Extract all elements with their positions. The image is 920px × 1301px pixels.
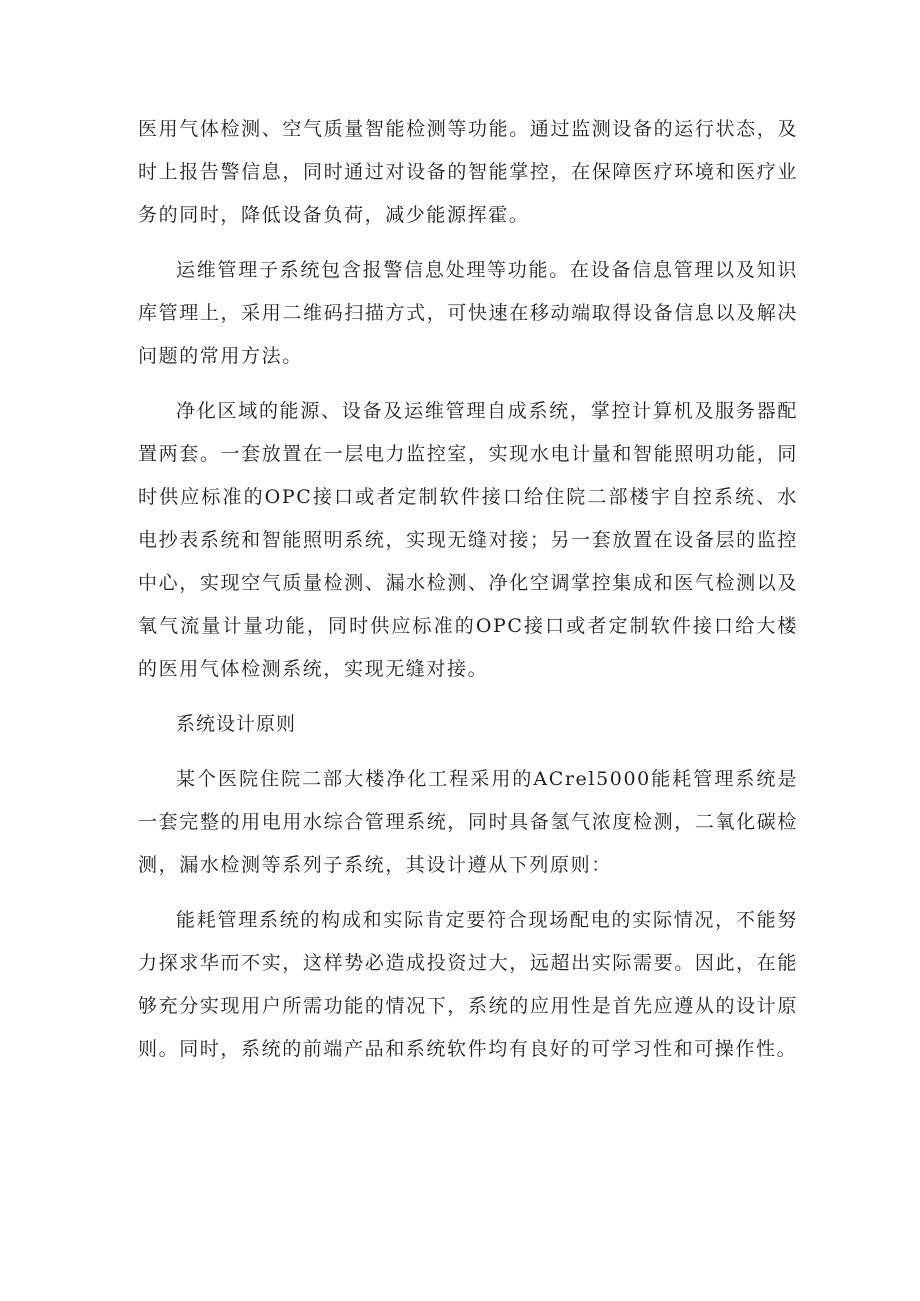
section-heading: 系统设计原则 <box>176 713 297 735</box>
paragraph-4: 某个医院住院二部大楼净化工程采用的ACrel5000能耗管理系统是一套完整的用电用水综合管理系统，同时具备氢气浓度检测，二氧化碳检测，漏水检测等系列子系统，其设计遵从下列原则： <box>138 768 798 876</box>
paragraph-3: 净化区域的能源、设备及运维管理自成系统，掌控计算机及服务器配置两套。一套放置在一层电力监控室，实现水电计量和智能照明功能，同时供应标准的OPC接口或者定制软件接口给住院二部楼宇自控系统、水电抄表系统和智能照明系统，实现无缝对接；另一套放置在设备层的监控中心，实现空气质量检测、漏水检测、净化空调掌控集成和医气检测以及氧气流量计量功能，同时供应标准的OPC接口或者定制软件接口给大楼的医用气体检测系统，实现无缝对接。 <box>138 400 798 680</box>
document-body <box>138 108 798 1083</box>
paragraph-1: 医用气体检测、空气质量智能检测等功能。通过监测设备的运行状态，及时上报告警信息，同时通过对设备的智能掌控，在保障医疗环境和医疗业务的同时，降低设备负荷，减少能源挥霍。 <box>138 118 798 226</box>
paragraph-2: 运维管理子系统包含报警信息处理等功能。在设备信息管理以及知识库管理上，采用二维码扫描方式，可快速在移动端取得设备信息以及解决问题的常用方法。 <box>138 259 798 367</box>
paragraph-5: 能耗管理系统的构成和实际肯定要符合现场配电的实际情况，不能努力探求华而不实，这样势必造成投资过大，远超出实际需要。因此，在能够充分实现用户所需功能的情况下，系统的应用性是首先应遵从的设计原则。同时，系统的前端产品和系统软件均有良好的可学习性和可操作性。 <box>138 909 798 1060</box>
